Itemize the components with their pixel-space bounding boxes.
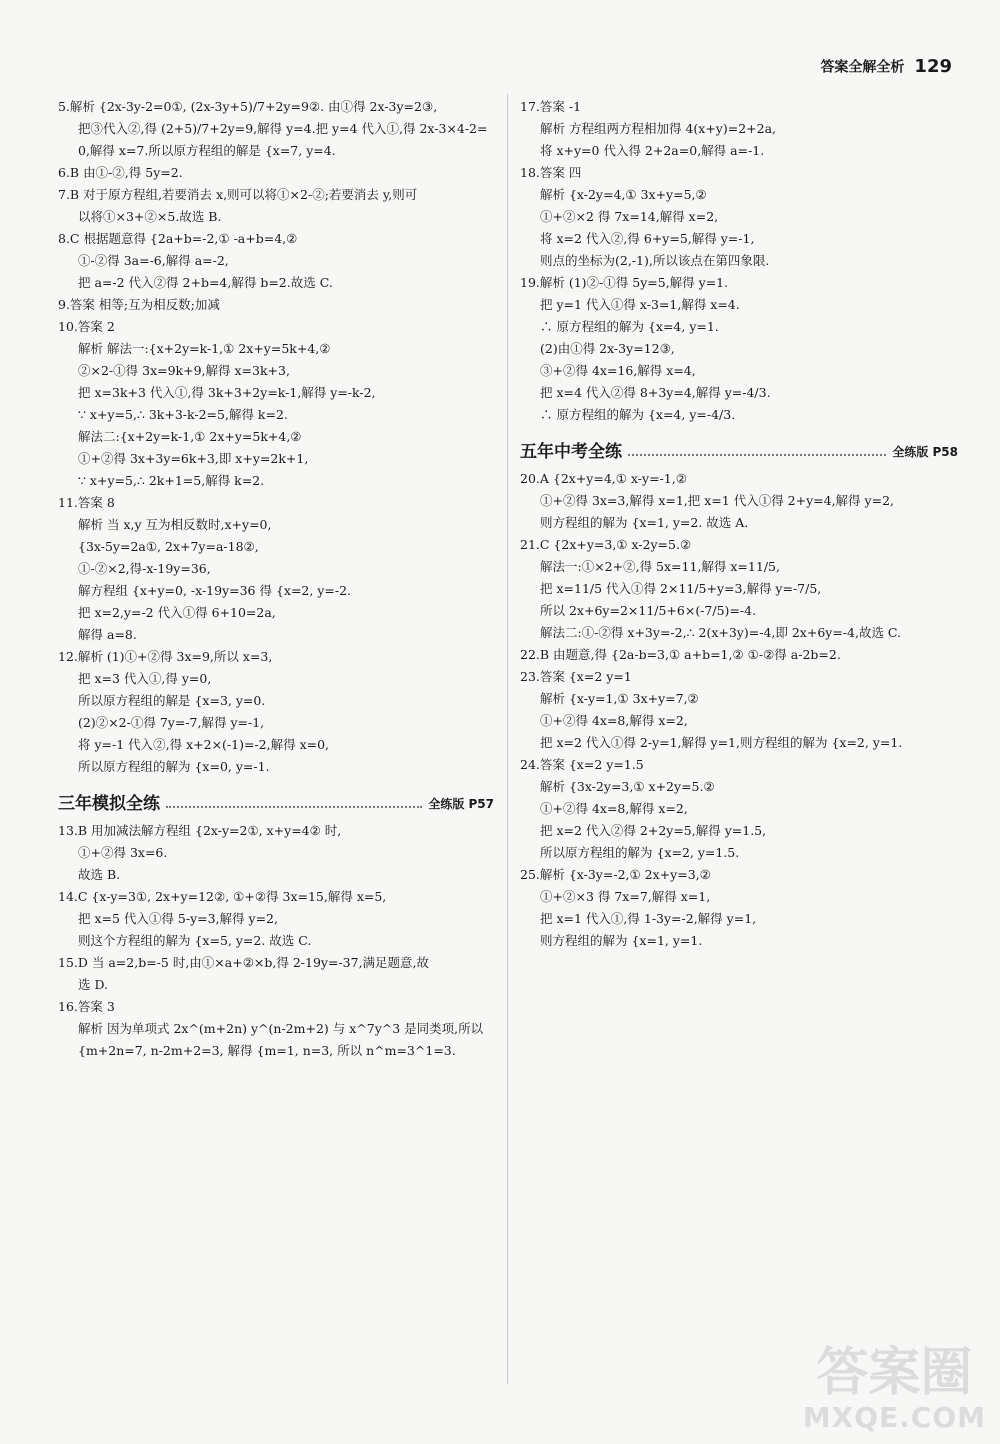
answer-line: 所以原方程组的解是 {x=3, y=0. (78, 693, 266, 708)
answer-line: 把 x=3 代入①,得 y=0, (78, 671, 212, 686)
answer-line: 将 x+y=0 代入得 2+2a=0,解得 a=-1. (540, 143, 765, 158)
watermark-line2: MXQE.COM (802, 1401, 986, 1434)
answer-line: 解析 方程组两方程相加得 4(x+y)=2+2a, (540, 121, 777, 136)
answer-line: 把 x=4 代入②得 8+3y=4,解得 y=-4/3. (540, 385, 771, 400)
section-title: 五年中考全练 (520, 442, 622, 462)
answer-line: ①+②得 4x=8,解得 x=2, (540, 713, 688, 728)
answer-line: 所以原方程组的解为 {x=0, y=-1. (78, 759, 270, 774)
answer-line: 则这个方程组的解为 {x=5, y=2. 故选 C. (78, 933, 312, 948)
answer-line: ∵ x+y=5,∴ 2k+1=5,解得 k=2. (78, 473, 265, 488)
watermark-line1: 答案圈 (816, 1343, 973, 1403)
answer-line: ③+②得 4x=16,解得 x=4, (540, 363, 696, 378)
right-answers-part-2 (520, 468, 958, 952)
answer-line: 把③代入②,得 (2+5)/7+2y=9,解得 y=4.把 y=4 代入①,得 2x-3×4-2= (78, 121, 488, 136)
answer-line: 解析 因为单项式 2x^(m+2n) y^(n-2m+2) 与 x^7y^3 是同类项,所以 (78, 1021, 484, 1036)
answer-line: ①-②得 3a=-6,解得 a=-2, (78, 253, 229, 268)
answer-line: 6.B 由①-②,得 5y=2. (58, 165, 183, 180)
left-column (58, 96, 494, 1062)
right-answers-part-1 (520, 96, 958, 426)
answer-line: 10.答案 2 (58, 319, 115, 334)
answer-line: {3x-5y=2a①, 2x+7y=a-18②, (78, 539, 259, 554)
right-column (520, 96, 958, 952)
answer-line: 将 x=2 代入②,得 6+y=5,解得 y=-1, (540, 231, 755, 246)
answer-line: ∴ 原方程组的解为 {x=4, y=-4/3. (540, 407, 736, 422)
section-title: 三年模拟全练 (58, 794, 160, 814)
page-header (820, 56, 952, 77)
answer-line: 18.答案 四 (520, 165, 582, 180)
answer-line: 解法二:{x+2y=k-1,① 2x+y=5k+4,② (78, 429, 302, 444)
answer-line: ①+②×3 得 7x=7,解得 x=1, (540, 889, 711, 904)
left-answers-part-2 (58, 820, 494, 1062)
answer-line: 9.答案 相等;互为相反数;加减 (58, 297, 220, 312)
answer-line: 则方程组的解为 {x=1, y=2. 故选 A. (540, 515, 749, 530)
answer-line: ∵ x+y=5,∴ 3k+3-k-2=5,解得 k=2. (78, 407, 288, 422)
answer-line: 将 y=-1 代入②,得 x+2×(-1)=-2,解得 x=0, (78, 737, 330, 752)
answer-line: 把 y=1 代入①得 x-3=1,解得 x=4. (540, 297, 740, 312)
answer-line: 以将①×3+②×5.故选 B. (78, 209, 222, 224)
answer-line: 解析 {3x-2y=3,① x+2y=5.② (540, 779, 715, 794)
answer-line: 25.解析 {x-3y=-2,① 2x+y=3,② (520, 867, 711, 882)
answer-line: 把 x=2,y=-2 代入①得 6+10=2a, (78, 605, 276, 620)
answer-line: 19.解析 (1)②-①得 5y=5,解得 y=1. (520, 275, 729, 290)
answer-line: 把 x=2 代入①得 2-y=1,解得 y=1,则方程组的解为 {x=2, y=1. (540, 735, 903, 750)
answer-line: 解得 a=8. (78, 627, 137, 642)
answer-line: 解析 {x-2y=4,① 3x+y=5,② (540, 187, 707, 202)
header-title: 答案全解全析 (820, 59, 905, 76)
answer-line: ①+②得 3x=6. (78, 845, 168, 860)
answer-line: 解析 解法一:{x+2y=k-1,① 2x+y=5k+4,② (78, 341, 331, 356)
watermark-logo (803, 1345, 986, 1434)
answer-line: 13.B 用加减法解方程组 {2x-y=2①, x+y=4② 时, (58, 823, 342, 838)
answer-line: 23.答案 {x=2 y=1 (520, 669, 632, 684)
answer-line: 16.答案 3 (58, 999, 115, 1014)
answer-line: ①+②得 3x+3y=6k+3,即 x+y=2k+1, (78, 451, 309, 466)
answer-line: ∴ 原方程组的解为 {x=4, y=1. (540, 319, 719, 334)
answer-line: 解析 当 x,y 互为相反数时,x+y=0, (78, 517, 272, 532)
answer-line: 11.答案 8 (58, 495, 115, 510)
answer-line: 把 x=5 代入①得 5-y=3,解得 y=2, (78, 911, 278, 926)
answer-line: ②×2-①得 3x=9k+9,解得 x=3k+3, (78, 363, 290, 378)
answer-line: 解方程组 {x+y=0, -x-19y=36 得 {x=2, y=-2. (78, 583, 352, 598)
answer-line: 22.B 由题意,得 {2a-b=3,① a+b=1,② ①-②得 a-2b=2. (520, 647, 841, 662)
answer-line: ①+②×2 得 7x=14,解得 x=2, (540, 209, 719, 224)
answer-line: 20.A {2x+y=4,① x-y=-1,② (520, 471, 687, 486)
answer-line: 把 x=1 代入①,得 1-3y=-2,解得 y=1, (540, 911, 757, 926)
dotted-leader (628, 454, 886, 456)
answer-line: (2)②×2-①得 7y=-7,解得 y=-1, (78, 715, 265, 730)
answer-line: ①+②得 3x=3,解得 x=1,把 x=1 代入①得 2+y=4,解得 y=2, (540, 493, 894, 508)
answer-line: 24.答案 {x=2 y=1.5 (520, 757, 644, 772)
answer-line: 选 D. (78, 977, 109, 992)
answer-line: 故选 B. (78, 867, 121, 882)
section-heading-five-year (520, 432, 958, 462)
answer-line: 所以 2x+6y=2×11/5+6×(-7/5)=-4. (540, 603, 757, 618)
answer-line: 则点的坐标为(2,-1),所以该点在第四象限. (540, 253, 770, 268)
section-heading-three-year (58, 784, 494, 814)
answer-line: 则方程组的解为 {x=1, y=1. (540, 933, 703, 948)
answer-line: ①+②得 4x=8,解得 x=2, (540, 801, 688, 816)
answer-line: 解法二:①-②得 x+3y=-2,∴ 2(x+3y)=-4,即 2x+6y=-4,故选 C. (540, 625, 902, 640)
answer-line: 把 a=-2 代入②得 2+b=4,解得 b=2.故选 C. (78, 275, 333, 290)
answer-line: 8.C 根据题意得 {2a+b=-2,① -a+b=4,② (58, 231, 298, 246)
section-page-ref: 全练版 P58 (892, 445, 958, 459)
left-answers-part-1 (58, 96, 494, 778)
answer-line: {m+2n=7, n-2m+2=3, 解得 {m=1, n=3, 所以 n^m=3^1=3. (78, 1043, 456, 1058)
answer-line: 12.解析 (1)①+②得 3x=9,所以 x=3, (58, 649, 273, 664)
answer-line: ①-②×2,得-x-19y=36, (78, 561, 211, 576)
answer-line: 解析 {x-y=1,① 3x+y=7,② (540, 691, 699, 706)
answer-line: 把 x=11/5 代入①得 2×11/5+y=3,解得 y=-7/5, (540, 581, 822, 596)
answer-line: 17.答案 -1 (520, 99, 582, 114)
answer-line: 解法一:①×2+②,得 5x=11,解得 x=11/5, (540, 559, 780, 574)
answer-line: 15.D 当 a=2,b=-5 时,由①×a+②×b,得 2-19y=-37,满足题意,故 (58, 955, 430, 970)
answer-line: 5.解析 {2x-3y-2=0①, (2x-3y+5)/7+2y=9②. 由①得 2x-3y=2③, (58, 99, 438, 114)
answer-line: 14.C {x-y=3①, 2x+y=12②, ①+②得 3x=15,解得 x=5, (58, 889, 387, 904)
answer-line: (2)由①得 2x-3y=12③, (540, 341, 675, 356)
column-divider (507, 94, 508, 1384)
dotted-leader (166, 806, 422, 808)
answer-line: 把 x=2 代入②得 2+2y=5,解得 y=1.5, (540, 823, 767, 838)
page-number: 129 (914, 56, 952, 77)
answer-line: 0,解得 x=7.所以原方程组的解是 {x=7, y=4. (78, 143, 336, 158)
section-page-ref: 全练版 P57 (428, 797, 494, 811)
answer-line: 21.C {2x+y=3,① x-2y=5.② (520, 537, 692, 552)
answer-line: 把 x=3k+3 代入①,得 3k+3+2y=k-1,解得 y=-k-2, (78, 385, 376, 400)
answer-line: 7.B 对于原方程组,若要消去 x,则可以将①×2-②;若要消去 y,则可 (58, 187, 418, 202)
answer-line: 所以原方程组的解为 {x=2, y=1.5. (540, 845, 740, 860)
